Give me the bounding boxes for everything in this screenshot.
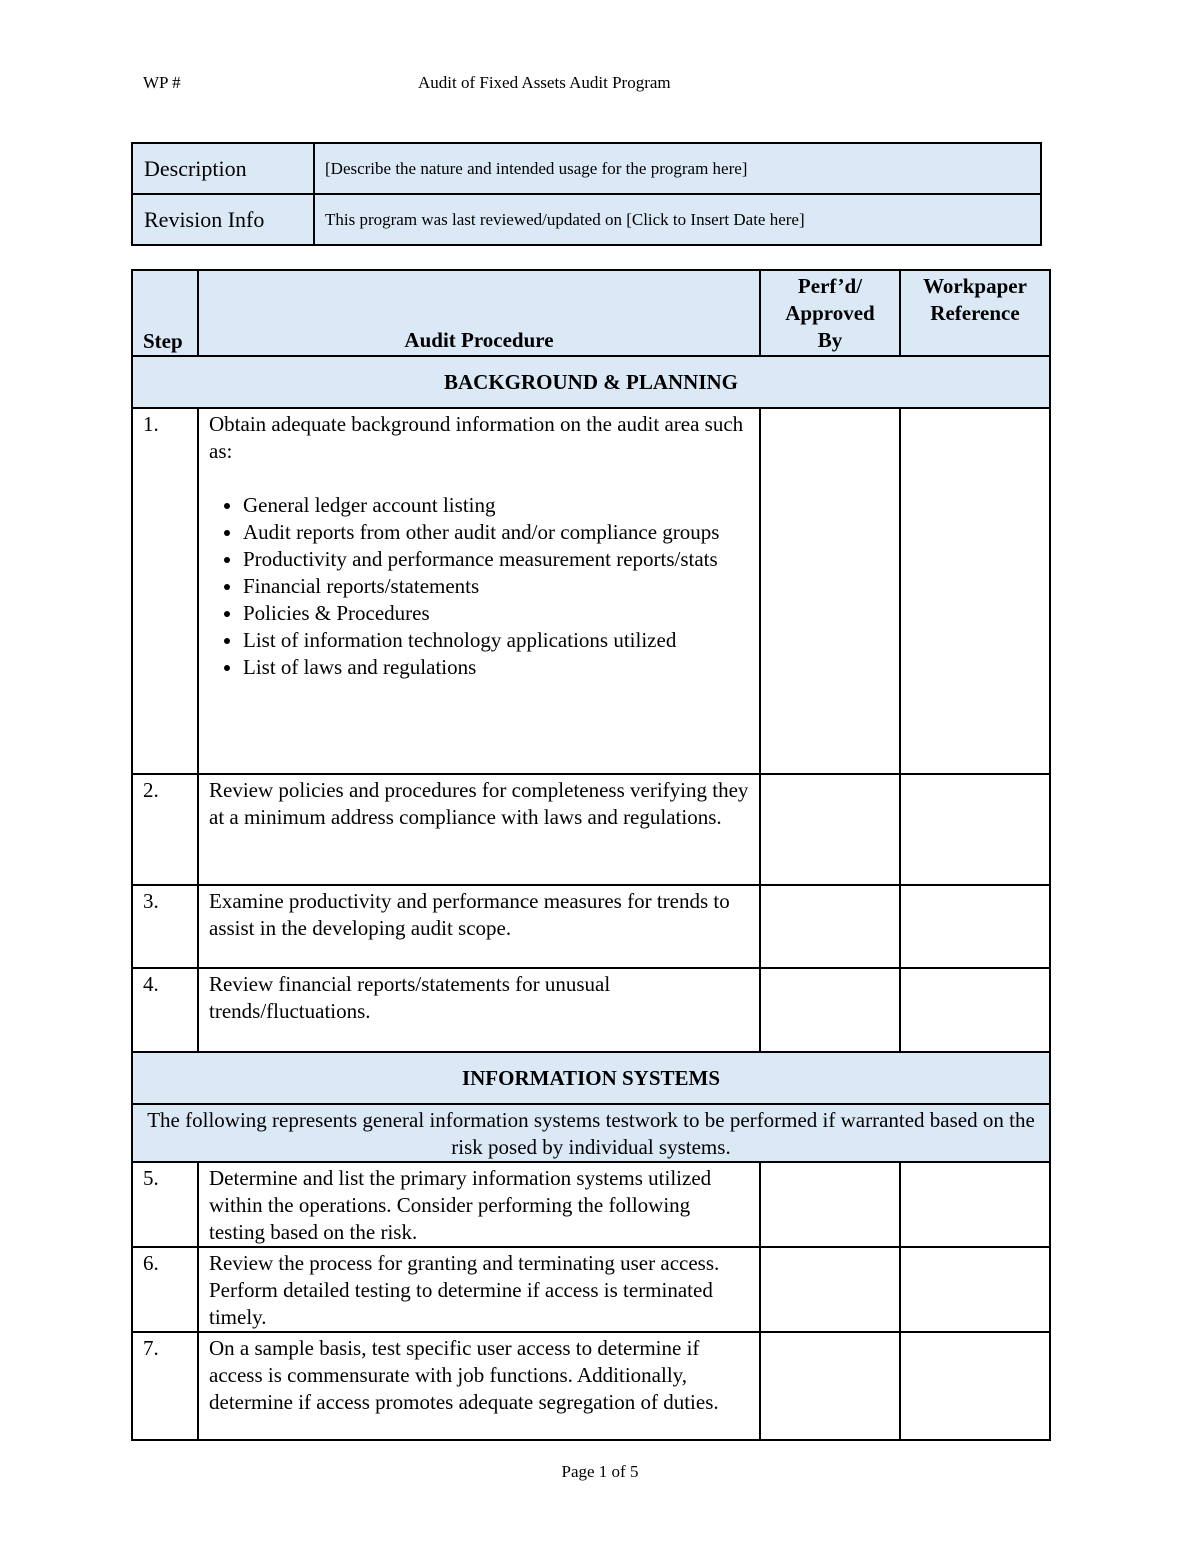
table-row: [132, 1332, 1050, 1440]
procedure-text: Determine and list the primary information systems utilized within the operations. Consider performing the following testing based on the risk.: [198, 1162, 760, 1247]
step-number: 1.: [132, 408, 198, 774]
list-item: • List of laws and regulations: [243, 654, 749, 681]
table-row: [132, 408, 1050, 774]
revision-row: [132, 194, 1041, 245]
section-row: [132, 356, 1050, 408]
step-number: 4.: [132, 968, 198, 1052]
workpaper-header-line2: Reference: [930, 301, 1020, 325]
description-value[interactable]: [Describe the nature and intended usage for the program here]: [314, 143, 1041, 194]
performed-cell[interactable]: [760, 1162, 900, 1247]
table-row: [132, 1162, 1050, 1247]
description-row: [132, 143, 1041, 194]
performed-column-header: [760, 270, 900, 356]
step-column-header: Step: [132, 270, 198, 356]
section-note-row: [132, 1104, 1050, 1162]
workpaper-column-header: [900, 270, 1050, 356]
list-item: • List of information technology applications utilized: [243, 627, 749, 654]
step-number: 6.: [132, 1247, 198, 1332]
procedure-text: Examine productivity and performance measures for trends to assist in the developing audit scope.: [198, 885, 760, 968]
step-number: 2.: [132, 774, 198, 885]
background-info-list: [209, 492, 749, 681]
workpaper-cell[interactable]: [900, 1162, 1050, 1247]
program-info-table: [131, 142, 1042, 246]
workpaper-cell[interactable]: [900, 408, 1050, 774]
performed-header-line2: Approved: [785, 301, 875, 325]
audit-procedure-table: [131, 269, 1051, 1441]
section-row: [132, 1052, 1050, 1104]
workpaper-cell[interactable]: [900, 968, 1050, 1052]
workpaper-header-line1: Workpaper: [923, 274, 1027, 298]
step-number: 5.: [132, 1162, 198, 1247]
table-header-row: [132, 270, 1050, 356]
performed-header-line1: Perf’d/: [797, 274, 863, 298]
section-background-planning: BACKGROUND & PLANNING: [132, 356, 1050, 408]
description-label: Description: [132, 143, 314, 194]
list-item: • Policies & Procedures: [243, 600, 749, 627]
workpaper-cell[interactable]: [900, 1332, 1050, 1440]
procedure-text: On a sample basis, test specific user access to determine if access is commensurate with job functions. Additionally, determine if access promotes adequate segregation of duties.: [198, 1332, 760, 1440]
performed-cell[interactable]: [760, 774, 900, 885]
procedure-cell: [198, 408, 760, 774]
list-item: • Financial reports/statements: [243, 573, 749, 600]
table-row: [132, 885, 1050, 968]
document-title: Audit of Fixed Assets Audit Program: [418, 73, 671, 92]
procedure-text: Review policies and procedures for completeness verifying they at a minimum address compliance with laws and regulations.: [198, 774, 760, 885]
list-item: • Audit reports from other audit and/or compliance groups: [243, 519, 749, 546]
step-number: 7.: [132, 1332, 198, 1440]
performed-cell[interactable]: [760, 885, 900, 968]
performed-cell[interactable]: [760, 968, 900, 1052]
workpaper-cell[interactable]: [900, 1247, 1050, 1332]
workpaper-number-label: WP #: [143, 73, 181, 92]
table-row: [132, 774, 1050, 885]
procedure-text: Review the process for granting and terminating user access. Perform detailed testing to determine if access is terminated timely.: [198, 1247, 760, 1332]
page-number: Page 1 of 5: [561, 1462, 639, 1481]
table-row: [132, 1247, 1050, 1332]
performed-cell[interactable]: [760, 1332, 900, 1440]
list-item: • Productivity and performance measurement reports/stats: [243, 546, 749, 573]
step-number: 3.: [132, 885, 198, 968]
table-row: [132, 968, 1050, 1052]
performed-cell[interactable]: [760, 408, 900, 774]
performed-header-line3: By: [817, 328, 843, 352]
revision-label: Revision Info: [132, 194, 314, 245]
section-information-systems: INFORMATION SYSTEMS: [132, 1052, 1050, 1104]
procedure-text: Review financial reports/statements for unusual trends/fluctuations.: [198, 968, 760, 1052]
procedure-column-header: Audit Procedure: [198, 270, 760, 356]
revision-value[interactable]: This program was last reviewed/updated on [Click to Insert Date here]: [314, 194, 1041, 245]
procedure-text: Obtain adequate background information on the audit area such as:: [209, 412, 744, 463]
workpaper-cell[interactable]: [900, 774, 1050, 885]
section-note: The following represents general information systems testwork to be performed if warranted based on the risk posed by individual systems.: [132, 1104, 1050, 1162]
workpaper-cell[interactable]: [900, 885, 1050, 968]
list-item: • General ledger account listing: [243, 492, 749, 519]
performed-cell[interactable]: [760, 1247, 900, 1332]
